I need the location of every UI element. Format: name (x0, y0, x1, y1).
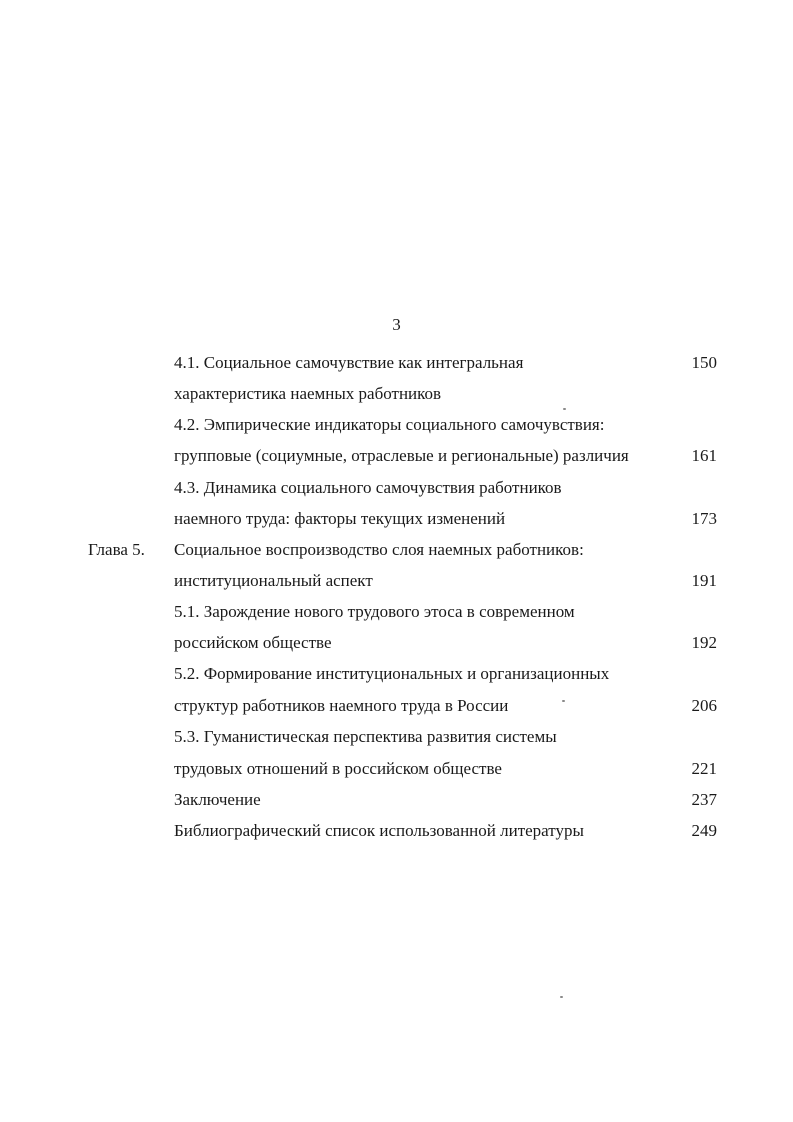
toc-entry-text: Социальное воспроизводство слоя наемных работников: (174, 540, 584, 559)
scan-speck (560, 996, 563, 998)
scan-speck (563, 408, 566, 410)
toc-entry-text: наемного труда: факторы текущих изменений (174, 509, 506, 528)
toc-line (0, 476, 793, 500)
toc-entry-text: 5.2. Формирование институциональных и организационных (174, 664, 610, 683)
toc-entry-page: 192 (691, 633, 717, 652)
toc-entry-text: характеристика наемных работников (174, 384, 442, 403)
toc-entry-text: структур работников наемного труда в России (174, 696, 509, 715)
page-number: 3 (392, 315, 401, 334)
toc-entry-text: 4.1. Социальное самочувствие как интегральная (174, 353, 524, 372)
toc-line (0, 725, 793, 749)
toc-line (0, 569, 793, 593)
toc-entry-page: 221 (691, 759, 717, 778)
toc-entry-page: 191 (691, 571, 717, 590)
scan-speck (562, 700, 565, 702)
toc-entry-page: 150 (691, 353, 717, 372)
toc-line (0, 631, 793, 655)
toc-entry-text: трудовых отношений в российском обществе (174, 759, 502, 778)
toc-entry-page: 206 (691, 696, 717, 715)
toc-line (0, 382, 793, 406)
toc-entry-text: 5.3. Гуманистическая перспектива развития системы (174, 727, 557, 746)
toc-entry-text: 4.2. Эмпирические индикаторы социального самочувствия: (174, 415, 605, 434)
toc-entry-text: институциональный аспект (174, 571, 373, 590)
toc-line (0, 757, 793, 781)
toc-line (0, 507, 793, 531)
toc-entry-text: российском обществе (174, 633, 332, 652)
toc-entry-text: групповые (социумные, отраслевые и региональные) различия (174, 446, 629, 465)
toc-line (0, 600, 793, 624)
toc-entry-text: 5.1. Зарождение нового трудового этоса в современном (174, 602, 575, 621)
toc-entry-text: Заключение (174, 790, 261, 809)
toc-entry-page: 237 (691, 790, 717, 809)
toc-line (0, 538, 793, 562)
toc-entry-text: Библиографический список использованной литературы (174, 821, 584, 840)
toc-entry-page: 173 (691, 509, 717, 528)
chapter-label: Глава 5. (88, 540, 145, 559)
toc-line (0, 351, 793, 375)
toc-line (0, 662, 793, 686)
toc-line (0, 819, 793, 843)
toc-entry-text: 4.3. Динамика социального самочувствия работников (174, 478, 562, 497)
toc-line (0, 788, 793, 812)
toc-line (0, 413, 793, 437)
toc-entry-page: 161 (691, 446, 717, 465)
toc-entry-page: 249 (691, 821, 717, 840)
toc-line (0, 444, 793, 468)
toc-line (0, 694, 793, 718)
